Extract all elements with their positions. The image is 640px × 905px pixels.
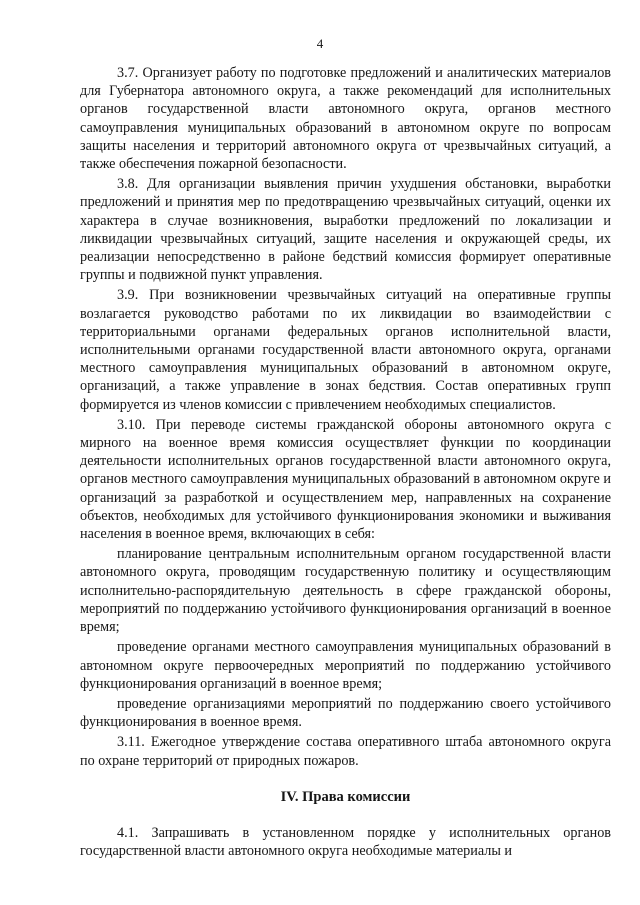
paragraph-3-10-item-1: планирование центральным исполнительным органом государственной власти автономного округа, проводящим государственную политику и осуществляющим исполнительно-распорядительную деятельность в сфере гражданской обороны, мероприятий по поддержанию устойчивого функционирования организаций в военное время; — [80, 546, 611, 636]
paragraph-3-10-item-2: проведение органами местного самоуправления муниципальных образований в автономном округе первоочередных мероприятий по поддержанию устойчивого функционирования организаций в военное время; — [80, 639, 611, 692]
paragraph-3-7: 3.7. Организует работу по подготовке предложений и аналитических материалов для Губернатора автономного округа, а также рекомендаций для исполнительных органов государственной власти автономного округа, органов местного самоуправления муниципальных образований в автономном округе по вопросам защиты населения и территорий автономного округа от чрезвычайных ситуаций, а также обеспечения пожарной безопасности. — [80, 65, 611, 173]
paragraph-3-11: 3.11. Ежегодное утверждение состава оперативного штаба автономного округа по охране территорий от природных пожаров. — [80, 734, 611, 769]
paragraph-3-10: 3.10. При переводе системы гражданской обороны автономного округа с мирного на военное время комиссия осуществляет функции по координации деятельности исполнительных органов государственной власти автономного округа, органов местного самоуправления муниципальных образований в автономном округе и организаций за разработкой и осуществлением мер, направленных на сохранение объектов, необходимых для устойчивого функционирования экономики и выживания населения в военное время, включающих в себя: — [80, 416, 611, 543]
paragraph-4-1: 4.1. Запрашивать в установленном порядке у исполнительных органов государственной власти автономного округа необходимые материалы и — [80, 824, 611, 860]
paragraph-3-9: 3.9. При возникновении чрезвычайных ситуаций на оперативные группы возлагается руководство работами по их ликвидации во взаимодействии с территориальными органами федеральных органов исполнительной власти, исполнительными органами государственной власти автономного округа, органами местного самоуправления муниципальных образований в автономном округе, организаций, а также управление в зонах бедствия. Состав оперативных групп формируется из членов комиссии с привлечением необходимых специалистов. — [80, 287, 611, 413]
paragraph-3-10-item-3: проведение организациями мероприятий по поддержанию своего устойчивого функционирования в военное время. — [80, 695, 611, 731]
paragraph-3-8: 3.8. Для организации выявления причин ухудшения обстановки, выработки предложений и принятия мер по предотвращению чрезвычайных ситуаций, оценки их характера в случае возникновения, выработки предложений по локализации и ликвидации чрезвычайных ситуаций, защите населения и окружающей среды, их реализации непосредственно в районе бедствий комиссия формирует оперативные группы и подвижной пункт управления. — [80, 176, 611, 284]
section-heading: IV. Права комиссии — [280, 788, 411, 805]
document-body — [80, 64, 611, 862]
page-number: 4 — [316, 36, 324, 51]
